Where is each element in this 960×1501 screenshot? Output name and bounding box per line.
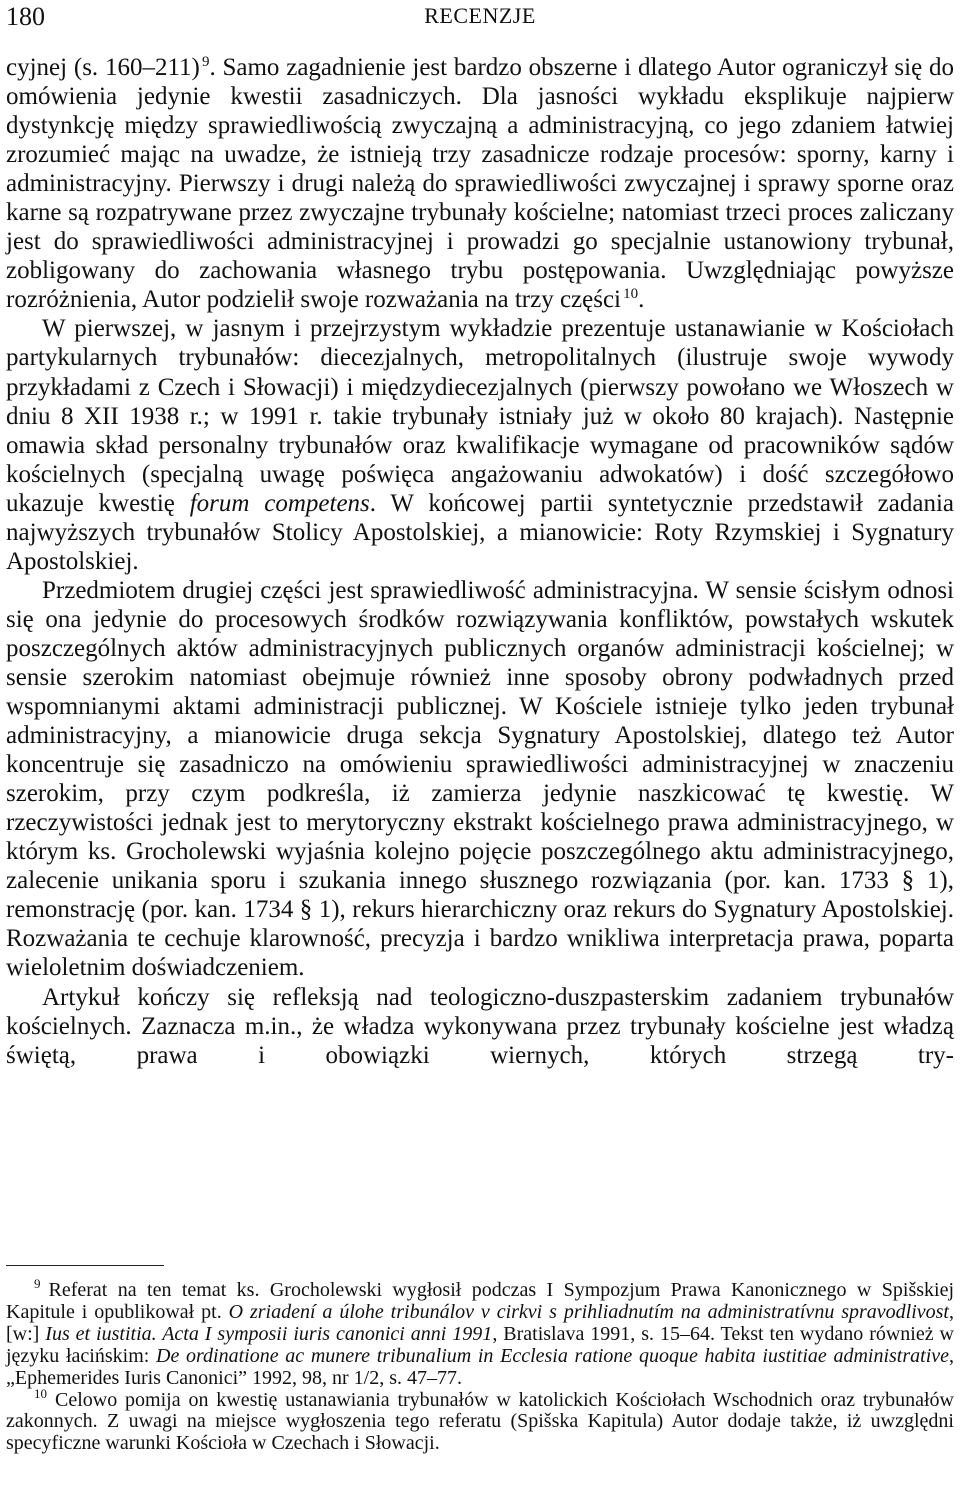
page-number: 180 <box>6 2 45 31</box>
body-text <box>6 53 954 1070</box>
running-head: RECENZJE <box>424 3 536 28</box>
footnote-number: 10 <box>34 1385 47 1401</box>
paragraph-1 <box>6 53 954 314</box>
footnote-text: , [w:] <box>6 1300 954 1345</box>
paragraph-text: . Samo zagadnienie jest bardzo obszerne i dlatego Autor ograniczył się do omówienia jedynie kwestii zasadniczych. Dla jasności wykładu eksplikuje najpierw dystynkcję między sprawiedliwością zwyczajną a administracyjną, co jego zdaniem łatwiej zrozumieć mając na uwadze, że istnieją trzy zasadnicze rodzaje procesów: sporny, karny i administracyjny. Pierwszy i drugi należą do sprawiedliwości zwyczajnej i sprawy sporne oraz karne są rozpatrywane przez zwyczajne trybunały kościelne; natomiast trzeci proces zaliczany jest do sprawiedliwości administracyjnej i prowadzi go specjalnie ustanowiony trybunał, zobligowany do zachowania własnego trybu postępowania. Uwzględniając powyższe rozróżnienia, Autor podzielił swoje rozważania na trzy części <box>6 54 954 314</box>
paragraph-text: . W końcowej partii syntetycznie przedstawił zadania najwyższych trybunałów Stolicy Apostolskiej, a mianowicie: Roty Rzymskiej i Sygnatury Apostolskiej. <box>6 489 955 575</box>
paragraph-3: Przedmiotem drugiej części jest sprawiedliwość administracyjna. W sensie ścisłym odnosi się ona jedynie do procesowych środków rozwiązywania konfliktów, powstałych wskutek poszczególnych aktów administracyjnych publicznych organów administracji kościelnej; w sensie szerokim natomiast obejmuje również inne sposoby obrony podwładnych przed wspomnianymi aktami administracji publicznej. W Kościele istnieje tylko jeden trybunał administracyjny, a mianowicie druga sekcja Sygnatury Apostolskiej, dlatego też Autor koncentruje się zasadniczo na omówieniu sprawiedliwości administracyjnej w znaczeniu szerokim, przy czym podkreśla, iż zamierza jedynie naszkicować tę kwestię. W rzeczywistości jednak jest to merytoryczny ekstrakt kościelnego prawa administracyjnego, w którym ks. Grocholewski wyjaśnia kolejno pojęcie poszczególnego aktu administracyjnego, zalecenie unikania sporu i szukania innego słusznego rozwiązania (por. kan. 1733 § 1), remonstrację (por. kan. 1734 § 1), rekurs hierarchiczny oraz rekurs do Sygnatury Apostolskiej. Rozważania te cechuje klarowność, precyzja i bardzo wnikliwa interpretacja prawa, poparta wieloletnim doświadczeniem. <box>6 576 954 982</box>
footnote-italic: De ordinatione ac munere tribunalium in Ecclesia ratione quoque habita iustitiae administrative <box>156 1344 950 1367</box>
footnote-text: Celowo pomija on kwestię ustanawiania trybunałów w katolickich Kościołach Wschodnich oraz trybunałów zakonnych. Z uwagi na miejsce wygłoszenia tego referatu (Spišska Kapitula) Autor dodaje także, iż uwzględni specyficzne warunki Kościoła w Czechach i Słowacji. <box>6 1388 954 1455</box>
footnote-text: Referat na ten temat ks. Grocholewski wygłosił podczas I Sympozjum Prawa Kanonicznego w Spišskiej Kapitule i opublikował pt. <box>6 1279 954 1323</box>
paragraph-4: Artykuł kończy się refleksją nad teologiczno-duszpasterskim zadaniem trybunałów kościelnych. Zaznacza m.in., że władza wykonywana przez trybunały kościelne jest władzą świętą, prawa i obowiązki wiernych, których strzegą try- <box>6 983 954 1069</box>
footnote-ref-10[interactable]: 10 <box>623 286 639 303</box>
footnotes <box>6 1276 955 1455</box>
footnote-ref-9[interactable]: 9 <box>201 54 210 70</box>
italic-term: forum competens <box>189 489 370 517</box>
footnote-10 <box>6 1385 954 1456</box>
footnote-9 <box>6 1276 955 1390</box>
footnote-italic: Ius et iustitia. Acta I symposii iuris canonici anni 1991 <box>45 1322 493 1345</box>
footnote-italic: O zriadení a úlohe tribunálov v cirkvi s prihliadnutím na administratívnu spravodlivost <box>228 1300 949 1323</box>
footnote-text: , Bratislava 1991, s. 15–64. Tekst ten wydano również w języku łacińskim: <box>6 1322 955 1367</box>
page-header <box>0 0 960 36</box>
paragraph-2 <box>6 314 954 575</box>
paragraph-text: cyjnej (s. 160–211) <box>6 54 200 81</box>
footnote-number: 9 <box>34 1276 41 1291</box>
footnote-text: , „Ephemerides Iuris Canonici” 1992, 98, nr 1/2, s. 47–77. <box>6 1344 955 1389</box>
footnote-divider <box>6 1265 164 1266</box>
paragraph-text: W pierwszej, w jasnym i przejrzystym wykładzie prezentuje ustanawianie w Kościołach partykularnych trybunałów: diecezjalnych, metropolitalnych (ilustruje swoje wywody przykładami z Czech i Słowacji) i międzydiecezjalnych (pierwszy powołano we Włoszech w dniu 8 XII 1938 r.; w 1991 r. takie trybunały istniały już w około 80 krajach). Następnie omawia skład personalny trybunałów oraz kwalifikacje wymagane od pracowników sądów kościelnych (specjalną uwagę poświęca angażowaniu adwokatów) i dość szczegółowo ukazuje kwestię <box>6 315 954 517</box>
paragraph-text: . <box>638 286 645 314</box>
